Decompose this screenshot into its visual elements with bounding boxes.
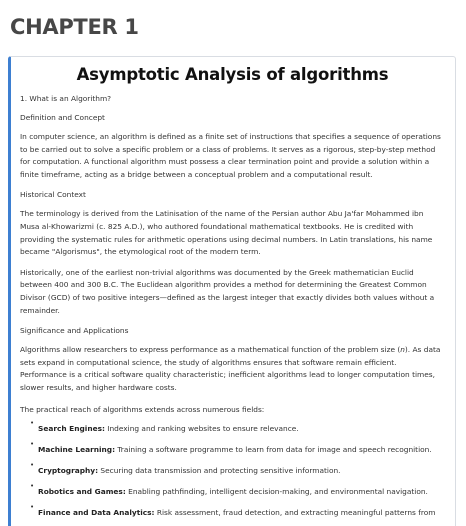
page-title: Asymptotic Analysis of algorithms	[76, 65, 389, 84]
significance-text-after: ). As data sets expand in computational science, the study of algorithms ensures that software remain efficient. Performance is a critical software quality characteristic; inefficient algorithms lead to longer computation times, slower results, and higher hardware costs.	[20, 345, 441, 392]
definition-paragraph: In computer science, an algorithm is defined as a finite set of instructions that specifies a sequence of operations to be carried out to solve a specific problem or a class of problems. It serves as a rigorous, step-by-step method for computation. A functional algorithm must possess a clear termination point and provide a solution within a finite timeframe, acting as a bridge between a conceptual problem and a computational result.	[20, 132, 441, 179]
significance-heading: Significance and Applications	[20, 326, 129, 336]
problem-size-variable: n	[400, 345, 405, 355]
applications-list	[20, 419, 445, 518]
list-item-label: Cryptography:	[38, 466, 99, 476]
list-item-text: Securing data transmission and protecting sensitive information.	[98, 466, 341, 476]
bullet-icon: •	[30, 419, 35, 428]
list-item-label: Search Engines:	[38, 424, 105, 434]
list-item	[30, 419, 445, 434]
bullet-icon: •	[30, 482, 35, 491]
history-heading: Historical Context	[20, 190, 86, 200]
list-item-text: Training a software programme to learn from data for image and speech recognition.	[115, 445, 432, 455]
list-item	[30, 482, 445, 497]
list-item	[30, 461, 445, 476]
question-heading: 1. What is an Algorithm?	[20, 94, 112, 103]
list-item-text: Indexing and ranking websites to ensure relevance.	[104, 424, 299, 434]
significance-paragraph-1	[20, 344, 445, 394]
bullet-icon: •	[30, 440, 35, 449]
history-paragraph-1: The terminology is derived from the Latinisation of the name of the Persian author Abu Ja'far Mohammed ibn Musa al-Khowarizmi (c. 825 A.D.), who authored foundational mathematical textbooks. He is credited with providing the systematic rules for arithmetic operations using decimal numbers. In Latin translations, his name became "Algorismus", the etymological root of the modern term.	[20, 209, 433, 257]
bullet-icon: •	[30, 503, 35, 512]
list-item	[30, 503, 445, 518]
bullet-icon: •	[30, 461, 35, 470]
list-item-label: Machine Learning:	[38, 445, 116, 455]
significance-paragraph-2: The practical reach of algorithms extends across numerous fields:	[20, 404, 265, 414]
list-item-text: Risk assessment, fraud detection, and extracting meaningful patterns from	[154, 508, 436, 518]
content-card	[8, 56, 456, 526]
significance-text-before: Algorithms allow researchers to express performance as a mathematical function of the problem size (	[20, 345, 401, 355]
chapter-heading: CHAPTER 1	[10, 15, 139, 39]
history-paragraph-2: Historically, one of the earliest non-trivial algorithms was documented by the Greek mathematician Euclid between 400 and 300 B.C. The Euclidean algorithm provides a method for determining the Greatest Common Divisor (GCD) of two positive integers—defined as the largest integer that exactly divides both values without a remainder.	[20, 267, 435, 315]
definition-heading: Definition and Concept	[20, 113, 105, 122]
list-item	[30, 440, 445, 455]
list-item-text: Enabling pathfinding, intelligent decision-making, and environmental navigation.	[125, 487, 428, 497]
list-item-label: Finance and Data Analytics:	[38, 508, 155, 518]
list-item-label: Robotics and Games:	[38, 487, 126, 497]
